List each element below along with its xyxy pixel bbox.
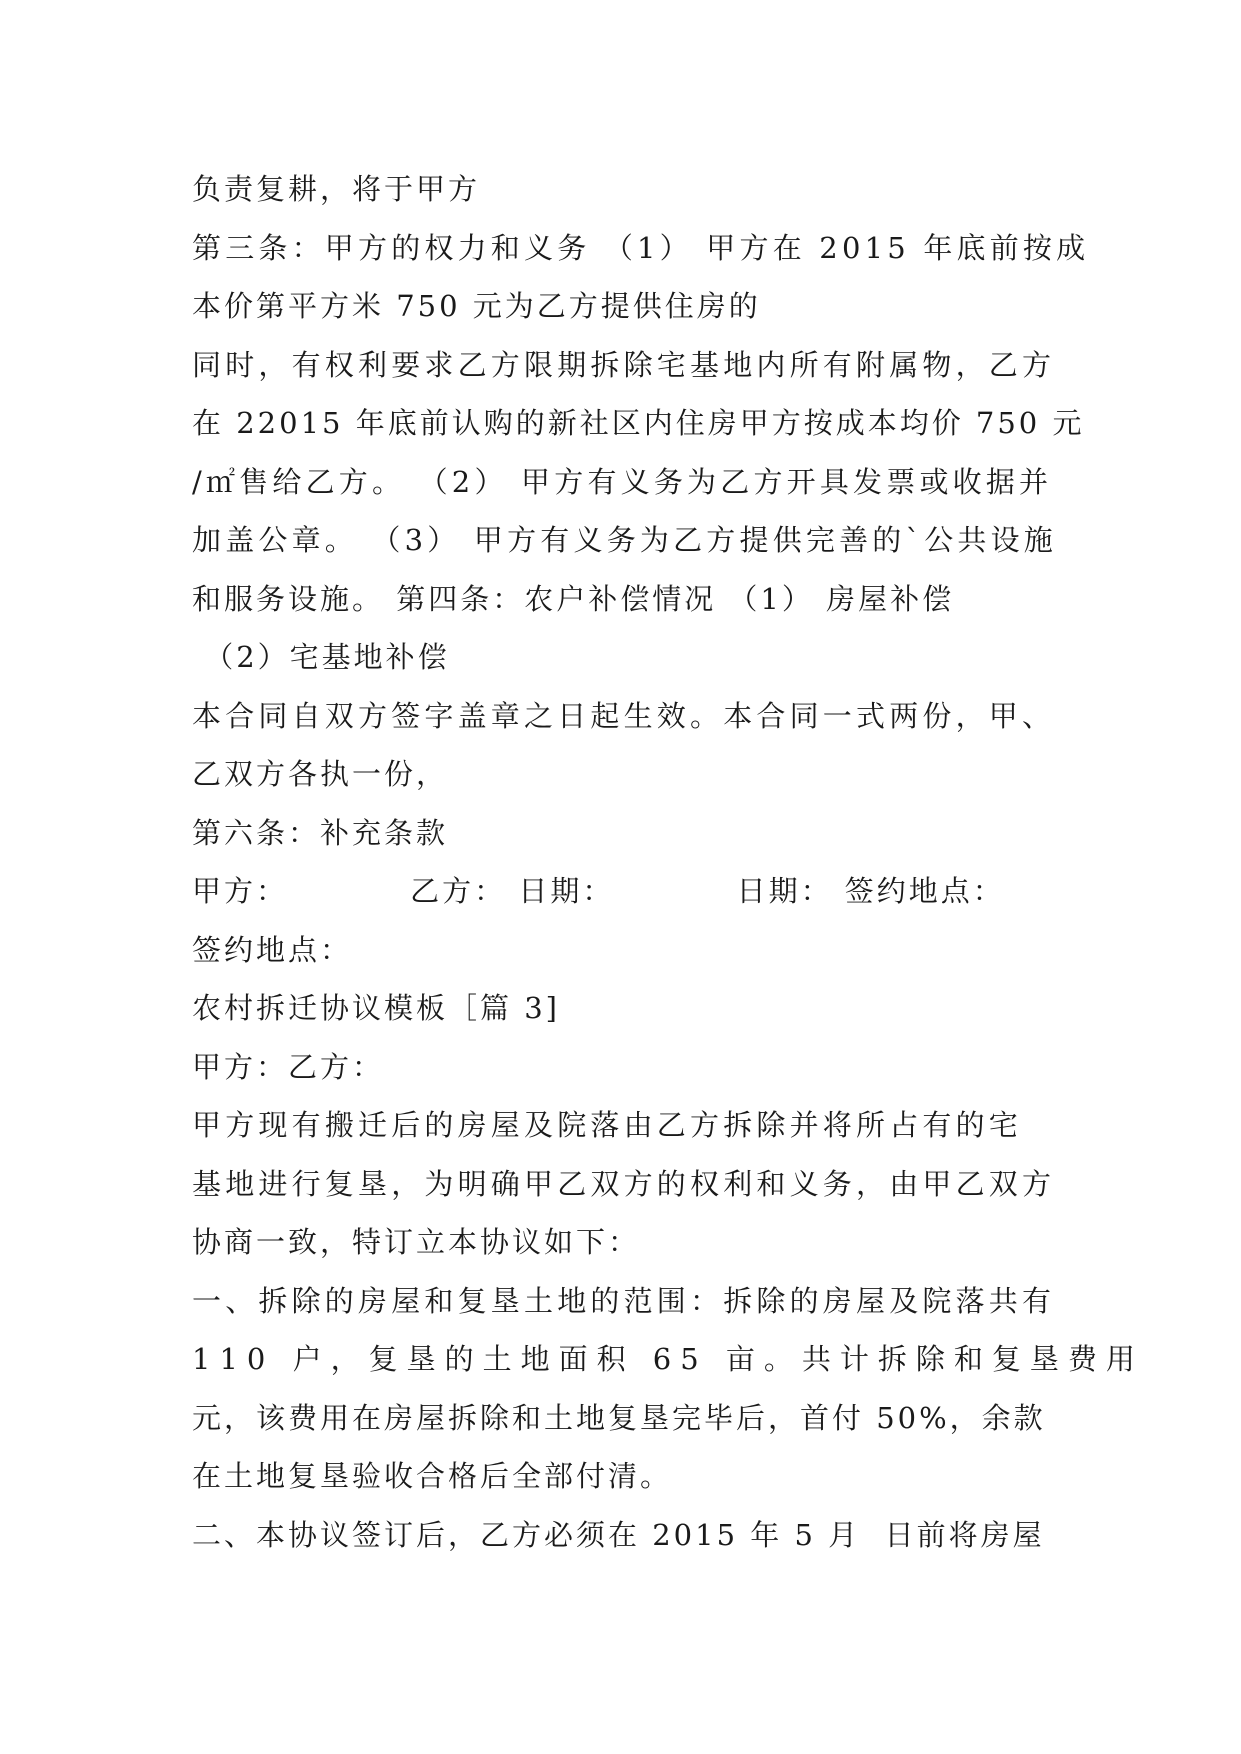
text-line: 负责复耕，将于甲方 xyxy=(192,172,481,206)
text-line: 在 22015 年底前认购的新社区内住房甲方按成本均价 750 元 xyxy=(192,406,1085,440)
text-line: 二、本协议签订后，乙方必须在 2015 年 5 月 日前将房屋 xyxy=(192,1517,1045,1552)
text-line: 本合同自双方签字盖章之日起生效。本合同一式两份，甲、 xyxy=(192,698,1056,733)
signature-line: 签约地点： xyxy=(192,932,353,967)
text-line: 加盖公章。 （3） 甲方有义务为乙方提供完善的`公共设施 xyxy=(192,523,1057,557)
text-line: 本价第平方米 750 元为乙方提供住房的 xyxy=(192,289,761,323)
text-line: 在土地复垦验收合格后全部付清。 xyxy=(192,1459,673,1493)
text-line: 一、拆除的房屋和复垦土地的范围：拆除的房屋及院落共有 xyxy=(192,1283,1056,1318)
text-line: 甲方现有搬迁后的房屋及院落由乙方拆除并将所占有的宅 xyxy=(192,1108,1023,1142)
text-line: 协商一致，特订立本协议如下： xyxy=(192,1225,641,1259)
document-title: 农村拆迁协议模板［篇 3] xyxy=(192,991,560,1025)
text-line: （2）宅基地补偿 xyxy=(192,640,450,674)
text-line: 基地进行复垦，为明确甲乙双方的权利和义务，由甲乙双方 xyxy=(192,1166,1056,1201)
text-line: 和服务设施。 第四条：农户补偿情况 （1） 房屋补偿 xyxy=(192,581,955,616)
text-line: 元，该费用在房屋拆除和土地复垦完毕后，首付 50%，余款 xyxy=(192,1400,1046,1435)
text-line: 同时，有权利要求乙方限期拆除宅基地内所有附属物，乙方 xyxy=(192,347,1056,382)
text-line: 110 户，复垦的土地面积 65 亩。共计拆除和复垦费用 xyxy=(192,1342,1144,1376)
body-text xyxy=(192,160,1144,1564)
text-line: 第三条：甲方的权力和义务 （1） 甲方在 2015 年底前按成 xyxy=(192,230,1090,265)
text-line: 乙双方各执一份， xyxy=(192,757,449,791)
signature-line: 甲方： 乙方： 日期： 日期： 签约地点： xyxy=(192,874,1005,908)
section-heading: 第六条：补充条款 xyxy=(192,815,449,850)
parties-line: 甲方：乙方： xyxy=(192,1049,385,1084)
text-line: /㎡售给乙方。 （2） 甲方有义务为乙方开具发票或收据并 xyxy=(192,464,1053,499)
